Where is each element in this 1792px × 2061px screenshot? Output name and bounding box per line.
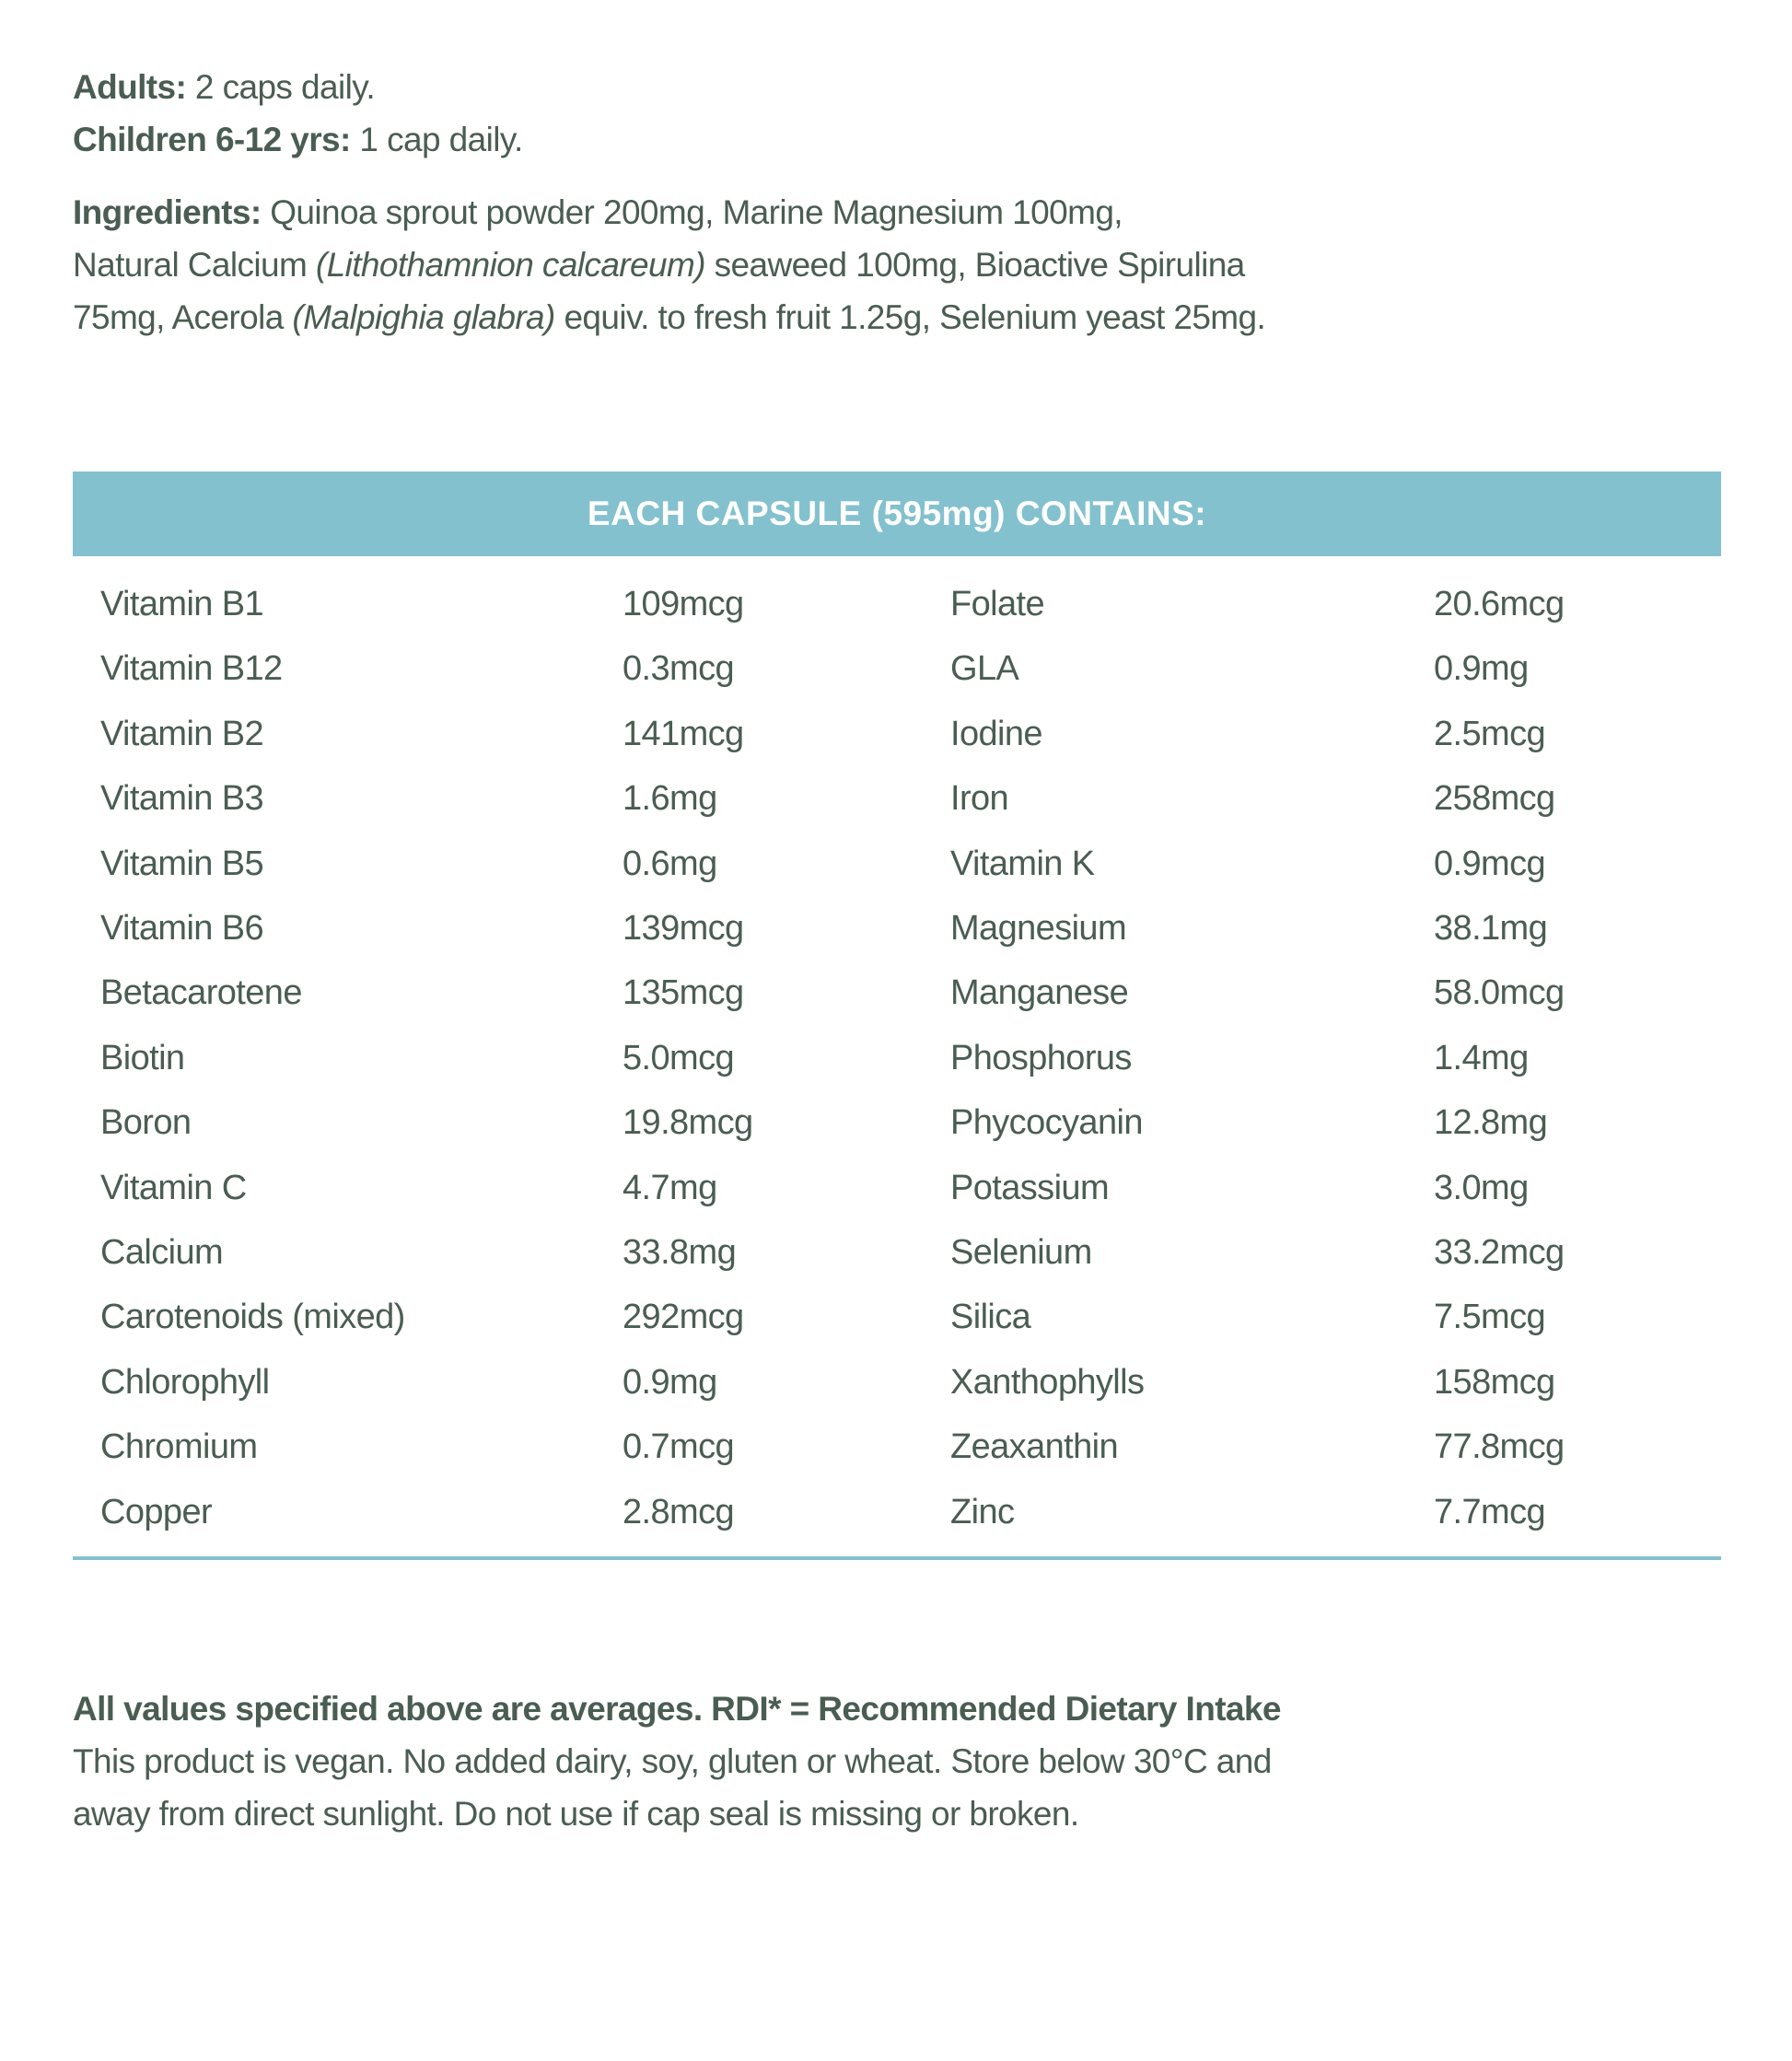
footer-storage-line-2: away from direct sunlight. Do not use if cap seal is missing or broken.	[73, 1795, 1079, 1833]
nutrient-amount: 258mcg	[1434, 779, 1555, 819]
nutrient-amount: 20.6mcg	[1434, 585, 1565, 623]
nutrient-name: Manganese	[950, 973, 1129, 1013]
table-row	[0, 1363, 1792, 1418]
nutrient-amount: 0.9mg	[623, 1362, 717, 1402]
nutrient-amount: 0.9mg	[1434, 649, 1529, 689]
nutrient-amount: 58.0mcg	[1434, 973, 1565, 1013]
nutrient-name: Chlorophyll	[100, 1362, 270, 1402]
nutrient-name: Silica	[950, 1298, 1031, 1337]
table-row	[0, 909, 1792, 964]
table-header-text: EACH CAPSULE (595mg) CONTAINS:	[587, 495, 1207, 532]
nutrient-name: Calcium	[100, 1233, 224, 1272]
table-row	[0, 1427, 1792, 1483]
nutrient-amount: 7.7mcg	[1434, 1492, 1546, 1531]
nutrient-amount: 292mcg	[623, 1298, 744, 1337]
nutrient-name: Carotenoids (mixed)	[100, 1298, 405, 1337]
nutrient-amount: 19.8mcg	[623, 1103, 753, 1143]
nutrient-amount: 1.6mg	[623, 779, 717, 819]
nutrient-name: Vitamin K	[950, 844, 1095, 883]
nutrient-name: Phycocyanin	[950, 1103, 1143, 1143]
table-row	[0, 1039, 1792, 1094]
nutrient-name: Folate	[950, 585, 1045, 623]
nutrient-name: Boron	[100, 1103, 192, 1143]
footer-storage-line-1: This product is vegan. No added dairy, soy, gluten or wheat. Store below 30°C and	[73, 1742, 1272, 1780]
nutrient-name: GLA	[950, 649, 1019, 689]
nutrient-name: Potassium	[950, 1168, 1110, 1207]
table-row	[0, 1233, 1792, 1288]
nutrient-name: Iron	[950, 779, 1009, 819]
nutrient-amount: 0.3mcg	[623, 649, 735, 689]
nutrient-name: Xanthophylls	[950, 1362, 1145, 1402]
table-row	[0, 649, 1792, 704]
nutrient-name: Copper	[100, 1492, 213, 1531]
nutrient-name: Zeaxanthin	[950, 1427, 1119, 1467]
nutrient-amount: 139mcg	[623, 909, 744, 948]
nutrient-name: Selenium	[950, 1233, 1092, 1272]
table-bottom-rule	[73, 1556, 1721, 1560]
children-dosage: Children 6-12 yrs: 1 cap daily.	[73, 121, 523, 158]
nutrient-amount: 2.5mcg	[1434, 714, 1546, 753]
nutrient-name: Vitamin B5	[100, 844, 264, 883]
nutrient-name: Phosphorus	[950, 1038, 1132, 1077]
table-row	[0, 1493, 1792, 1548]
table-row	[0, 1169, 1792, 1224]
nutrient-name: Vitamin B6	[100, 909, 264, 948]
nutrient-name: Zinc	[950, 1492, 1015, 1531]
nutrient-amount: 33.8mg	[623, 1233, 737, 1272]
table-row	[0, 844, 1792, 900]
nutrient-name: Vitamin B12	[100, 649, 283, 689]
nutrient-amount: 135mcg	[623, 973, 744, 1013]
adults-dosage: Adults: 2 caps daily.	[73, 68, 376, 106]
nutrient-name: Magnesium	[950, 909, 1127, 948]
table-row	[0, 1298, 1792, 1353]
nutrient-name: Vitamin B3	[100, 779, 264, 819]
nutrient-amount: 0.7mcg	[623, 1427, 735, 1467]
nutrient-name: Vitamin B2	[100, 714, 264, 753]
nutrient-name: Vitamin B1	[100, 585, 264, 623]
ingredients-line-3: 75mg, Acerola (Malpighia glabra) equiv. to fresh fruit 1.25g, Selenium yeast 25mg.	[73, 298, 1266, 336]
table-header	[73, 472, 1721, 556]
ingredients-line-1: Ingredients: Quinoa sprout powder 200mg, Marine Magnesium 100mg,	[73, 193, 1123, 231]
nutrient-name: Chromium	[100, 1427, 258, 1467]
nutrient-amount: 5.0mcg	[623, 1038, 735, 1077]
table-row	[0, 779, 1792, 834]
nutrient-name: Iodine	[950, 714, 1042, 753]
nutrient-amount: 2.8mcg	[623, 1492, 735, 1531]
nutrient-amount: 141mcg	[623, 714, 744, 753]
nutrient-amount: 7.5mcg	[1434, 1298, 1546, 1337]
table-row	[0, 715, 1792, 770]
footer-averages-note: All values specified above are averages. RDI* = Recommended Dietary Intake	[73, 1690, 1281, 1728]
table-row	[0, 1103, 1792, 1159]
nutrient-amount: 33.2mcg	[1434, 1233, 1565, 1272]
nutrient-name: Vitamin C	[100, 1168, 247, 1207]
nutrient-amount: 3.0mg	[1434, 1168, 1529, 1207]
table-row	[0, 973, 1792, 1029]
nutrient-name: Biotin	[100, 1038, 185, 1077]
nutrient-amount: 0.6mg	[623, 844, 717, 883]
nutrient-amount: 158mcg	[1434, 1362, 1555, 1402]
table-row	[0, 585, 1792, 640]
nutrient-amount: 38.1mg	[1434, 909, 1548, 948]
nutrient-name: Betacarotene	[100, 973, 302, 1013]
nutrient-amount: 12.8mg	[1434, 1103, 1548, 1143]
nutrient-amount: 1.4mg	[1434, 1038, 1529, 1077]
ingredients-line-2: Natural Calcium (Lithothamnion calcareum) seaweed 100mg, Bioactive Spirulina	[73, 246, 1245, 284]
nutrient-amount: 77.8mcg	[1434, 1427, 1565, 1467]
nutrient-amount: 4.7mg	[623, 1168, 717, 1207]
nutrient-amount: 0.9mcg	[1434, 844, 1546, 883]
nutrient-amount: 109mcg	[623, 585, 744, 623]
